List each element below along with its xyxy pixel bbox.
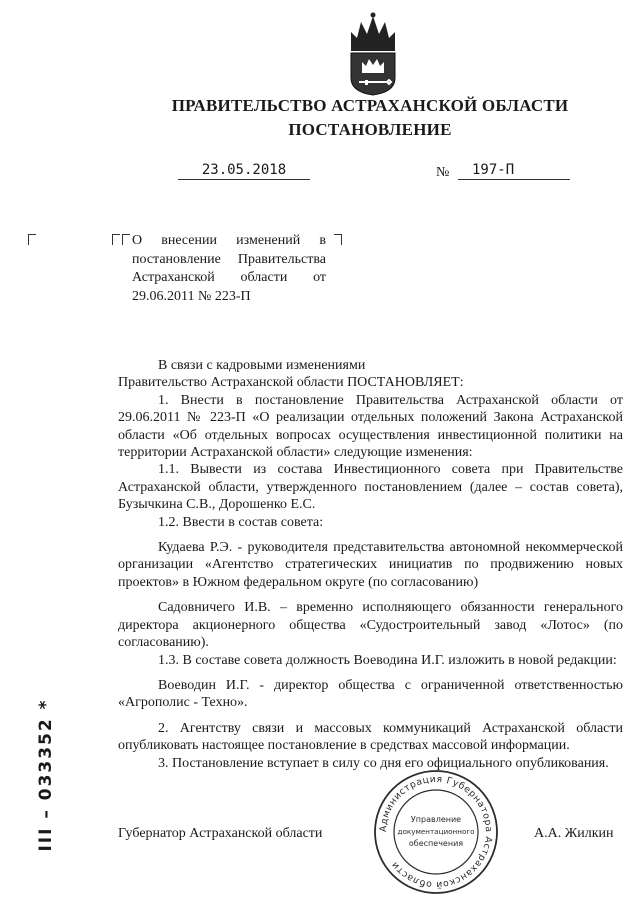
number-label: № (436, 165, 450, 180)
document-type-title: ПОСТАНОВЛЕНИЕ (288, 120, 452, 139)
document-subject: О внесении изменений в постановление Правительства Астраханской области от 29.06.2011 № 223-П (132, 233, 326, 304)
signatory-position: Губернатор Астраханской области (118, 826, 323, 841)
body-paragraph: Садовничего И.В. – временно исполняющего обязанности генерального директора акционерного общества «Судостроительный завод «Лотос» (по согласованию). (118, 600, 623, 651)
body-paragraph: 2. Агентству связи и массовых коммуникаций Астраханской области опубликовать настоящее постановление в средствах массовой информации. (118, 720, 623, 754)
body-paragraph: В связи с кадровыми изменениями (158, 358, 366, 373)
body-paragraph: Воеводин И.Г. - директор общества с ограниченной ответственностью «Агрополис - Техно». (118, 677, 623, 711)
side-serial-mark (26, 690, 66, 860)
body-paragraph: Кудаева Р.Э. - руководителя представительства автономной некоммерческой организации «Агентство стратегических инициатив по продвижению новых проектов» в Южном федеральном округе (по согласованию) (118, 540, 623, 590)
subject-corner-mark-left (112, 234, 120, 245)
stamp-ring-text: Администрация Губернатора Астраханской области (377, 773, 495, 891)
margin-corner-mark (28, 234, 36, 245)
government-title: ПРАВИТЕЛЬСТВО АСТРАХАНСКОЙ ОБЛАСТИ (171, 96, 569, 115)
stamp-center-line: Управление (410, 815, 462, 824)
body-paragraph: 1.2. Ввести в состав совета: (158, 514, 324, 530)
document-body (118, 357, 623, 772)
stamp-center-line: документационного (397, 827, 475, 836)
body-paragraph: 1.3. В составе совета должность Воеводина И.Г. изложить в новой редакции: (158, 652, 617, 668)
serial-number: III – 033352 * (36, 698, 56, 852)
stamp-center-line: обеспечения (408, 839, 464, 848)
body-paragraph: Правительство Астраханской области ПОСТАНОВЛЯЕТ: (118, 375, 464, 391)
document-date: 23.05.2018 (178, 162, 310, 180)
body-paragraph: 3. Постановление вступает в силу со дня его официального опубликования. (158, 755, 609, 771)
document-number: 197-П (458, 162, 570, 180)
body-paragraph: 1.1. Вывести из состава Инвестиционного совета при Правительстве Астраханской области, утвержденного постановлением (далее – состав совета), Бузычкина С.В., Дорошенко Е.С. (118, 462, 623, 513)
subject-corner-mark-right (334, 234, 342, 245)
body-paragraph: 1. Внести в постановление Правительства Астраханской области от 29.06.2011 № 223-П «О реализации отдельных положений Закона Астраханской области «Об отдельных вопросах осуществления инвестиционной политики на территории Астраханской области» следующие изменения: (118, 392, 623, 461)
official-stamp (372, 768, 500, 896)
coat-of-arms-emblem (345, 10, 401, 96)
subject-corner-mark-left-inner (122, 234, 130, 245)
signatory-name: А.А. Жилкин (534, 826, 614, 841)
